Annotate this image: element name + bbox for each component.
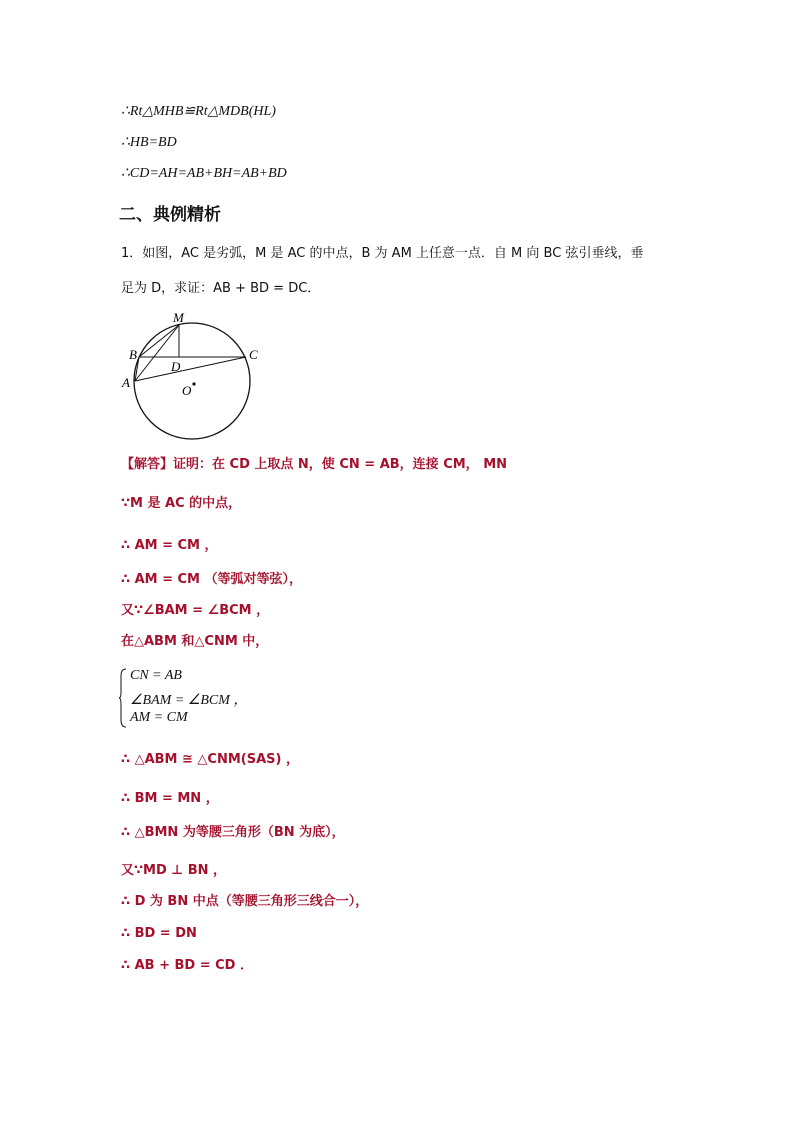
label-a: A (122, 375, 130, 390)
intro-line-2: ∴HB=BD (121, 135, 177, 150)
circle-figure (115, 308, 260, 443)
section-heading: 二、典例精析 (119, 205, 221, 225)
system-brace (119, 668, 127, 728)
solution-line-1 (121, 456, 507, 474)
solution-line-6: 在△ABM 和△CNM 中， (121, 634, 269, 649)
solution-line-11: ∴ D 为 BN 中点（等腰三角形三线合一）， (121, 894, 369, 909)
circle (134, 323, 250, 439)
solution-line-3: ∴ AM = CM ， (121, 538, 218, 553)
solution-line-2: ∵M 是 AC 的中点， (121, 496, 242, 511)
label-m: M (173, 310, 184, 325)
label-o: O (182, 383, 192, 398)
system-eq-2: ∠BAM = ∠BCM ， (130, 693, 248, 708)
solution-line-12: ∴ BD = DN (121, 926, 197, 941)
intro-line-3: ∴CD=AH=AB+BH=AB+BD (121, 166, 287, 181)
solution-line-7: ∴ △ABM ≅ △CNM(SAS) ， (121, 752, 299, 767)
label-b: B (129, 347, 137, 362)
problem-line-2: 足为 D，求证：AB + BD = DC． (121, 281, 321, 296)
label-d: D (171, 359, 181, 374)
solution-line-4: ∴ AM = CM （等弧对等弦）， (121, 572, 303, 587)
solution-line-8: ∴ BM = MN ， (121, 791, 219, 806)
segment-mb (139, 325, 179, 357)
solution-line-9: ∴ △BMN 为等腰三角形（BN 为底）， (121, 825, 345, 840)
system-eq-1: CN = AB (130, 668, 182, 683)
intro-line-1: ∴Rt△MHB≌Rt△MDB(HL) (121, 104, 276, 119)
answer-text: 证明：在 CD 上取点 N，使 CN = AB，连接 CM， MN (173, 457, 508, 472)
label-c: C (249, 347, 258, 362)
solution-line-5: 又∵∠BAM = ∠BCM ， (121, 603, 270, 618)
system-eq-3: AM = CM (130, 710, 188, 725)
answer-tag: 【解答】 (121, 457, 174, 472)
center-point (192, 382, 195, 385)
solution-line-13: ∴ AB + BD = CD ． (121, 958, 253, 973)
problem-line-1: 1．如图，AC 是劣弧，M 是 AC 的中点，B 为 AM 上任意一点．自 M 向 BC 弦引垂线，垂 (121, 246, 644, 261)
solution-line-10: 又∵MD ⊥ BN ， (121, 863, 227, 878)
